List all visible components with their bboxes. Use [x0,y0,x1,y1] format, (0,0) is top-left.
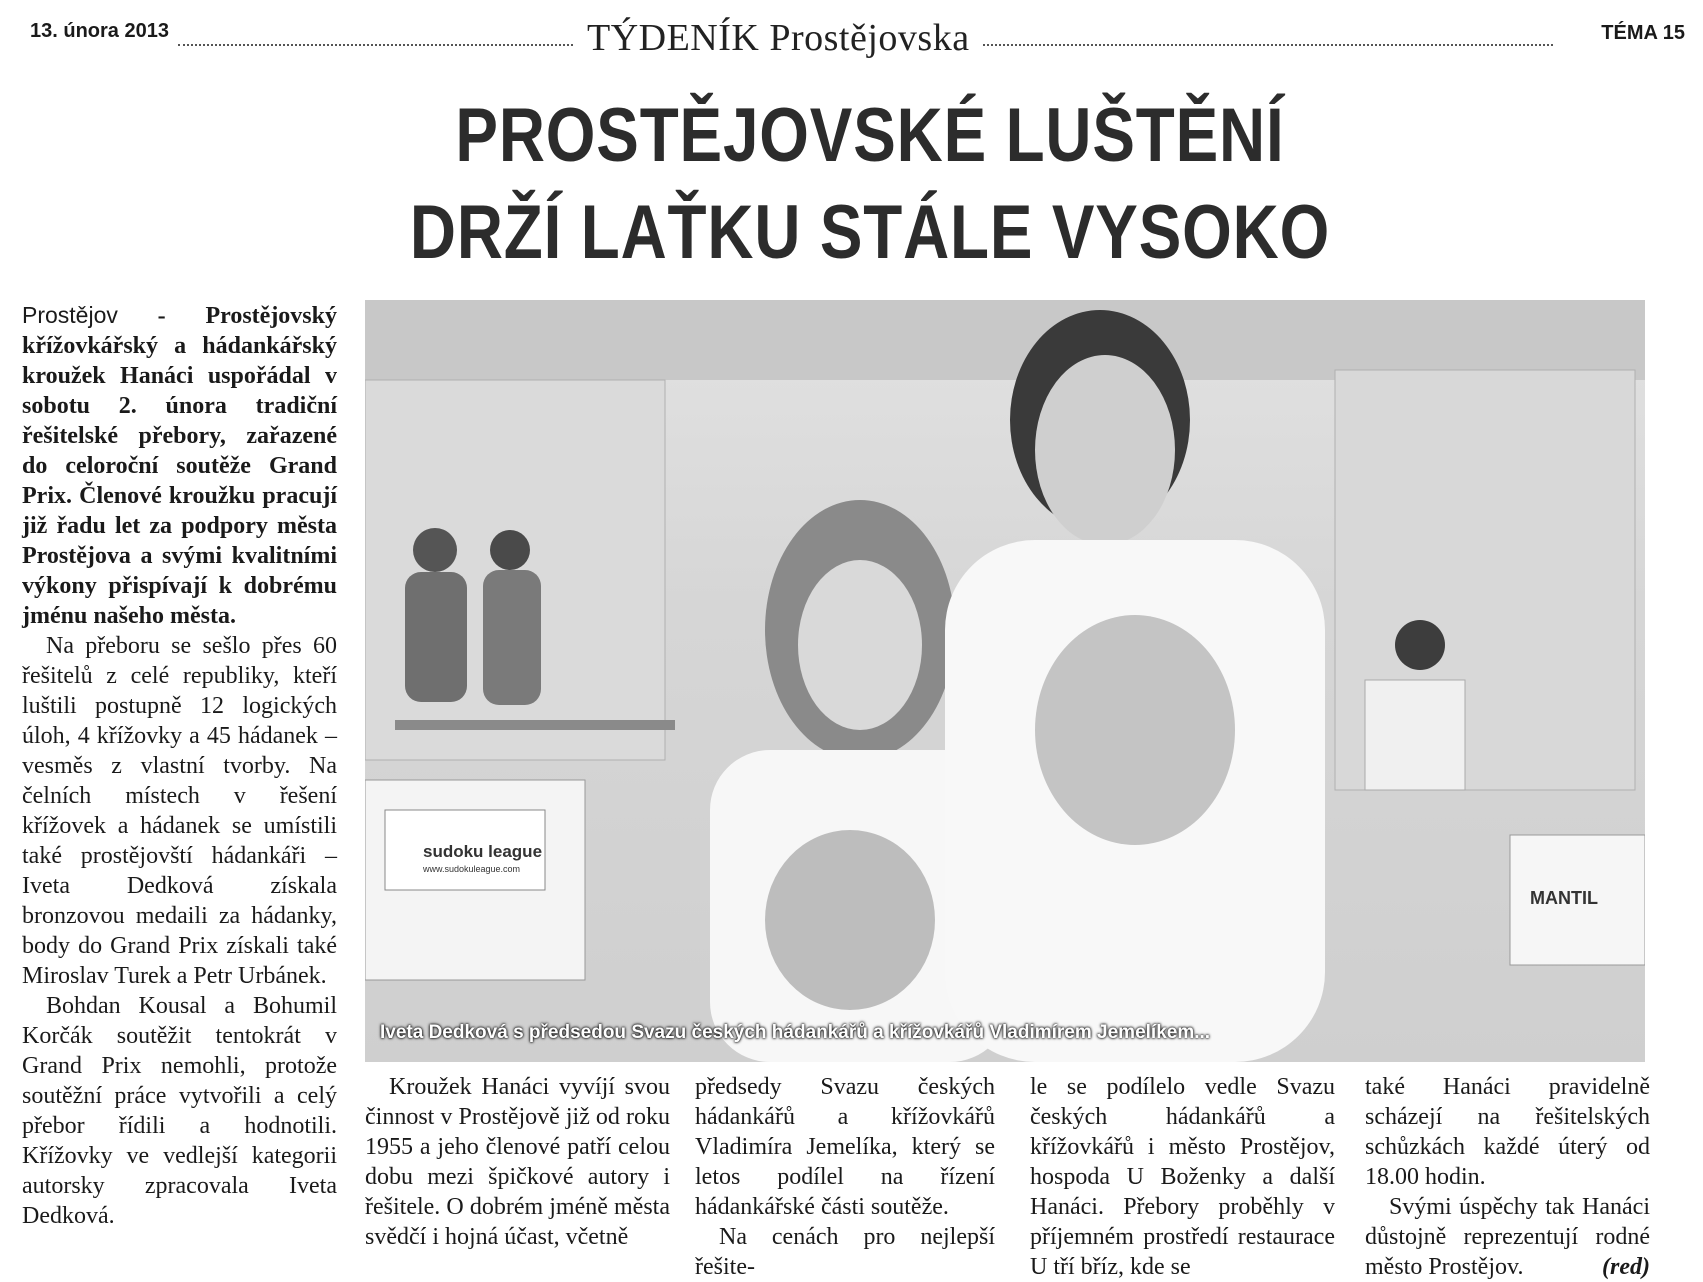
photo-illustration [365,300,1645,1062]
author-credit: (red) [1602,1254,1650,1280]
headline-line-2: DRŽÍ LAŤKU STÁLE VYSOKO [409,190,1331,275]
article-column-4 [1030,1072,1335,1282]
article-column-1 [22,300,337,1231]
article-lead [22,300,337,631]
sign-right: MANTIL [1530,888,1598,908]
sign-url: www.sudokuleague.com [423,864,521,874]
article-photo [365,300,1645,1062]
sign-text: sudoku league [423,842,543,861]
column-2-text: Kroužek Hanáci vyvíjí svou činnost v Prostějově již od roku 1955 a jeho členové patří celou dobu mezi špičkové autory i řešitele. O dobrém jméně města svědčí i hojná účast, včetně [365,1074,670,1250]
dateline: Prostějov [22,302,118,328]
column-4-text: le se podílelo vedle Svazu českých hádankářů a křížovkářů i město Prostějov, hospoda U Boženky a další Hanáci. Přebory proběhly v příjemném prostředí restaurace U tří bříz, kde se [1030,1074,1335,1280]
article-paragraph-1: Na přeboru se sešlo přes 60 řešitelů z celé republiky, kteří luštili postupně 12 logických úloh, 4 křížovky a 45 hádanek – vesměs z vlastní tvorby. Na čelních místech v řešení křížovek a hádanek se umístili také prostějovští hádankáři – Iveta Dedková získala bronzovou medaili za hádanky, body do Grand Prix získali také Miroslav Turek a Petr Urbánek. [22,633,337,989]
column-5-text: také Hanáci pravidelně scházejí na řešitelských schůzkách každé úterý od 18.00 hodin. [1365,1074,1650,1190]
lead-text: - Prostějovský křížovkářský a hádankářský kroužek Hanáci uspořádal v sobotu 2. února tradiční řešitelské přebory, zařazené do celoroční soutěže Grand Prix. Členové kroužku pracují již řadu let za podpory města Prostějova a svými kvalitními výkony přispívají k dobrému jménu našeho města. [22,303,337,629]
article-column-2 [365,1072,670,1252]
headline-line-1: PROSTĚJOVSKÉ LUŠTĚNÍ [455,93,1285,178]
issue-date: 13. února 2013 [30,20,169,42]
page-section: TÉMA 15 [1601,22,1685,44]
column-5-text-2 [1365,1192,1650,1282]
article-column-3 [695,1072,995,1282]
article-column-5 [1365,1072,1650,1282]
masthead: TÝDENÍK Prostějovska [575,16,982,60]
column-3-text-2: Na cenách pro nejlepší řešite- [695,1224,995,1280]
closing-text: Svými úspěchy tak Hanáci důstojně reprezentují rodné město Prostějov. [1365,1194,1650,1280]
article-paragraph-2: Bohdan Kousal a Bohumil Korčák soutěžit tentokrát v Grand Prix nemohli, protože soutěžní práce vytvořili a celý přebor řídili a hodnotili. Křížovky ve vedlejší kategorii autorsky zpracovala Iveta Dedková. [22,993,337,1229]
photo-caption: Iveta Dedková s předsedou Svazu českých hádankářů a křížovkářů Vladimírem Jemelíkem... [380,1022,1211,1043]
column-3-text: předsedy Svazu českých hádankářů a křížovkářů Vladimíra Jemelíka, který se letos podílel na řízení hádankářské části soutěže. [695,1074,995,1220]
